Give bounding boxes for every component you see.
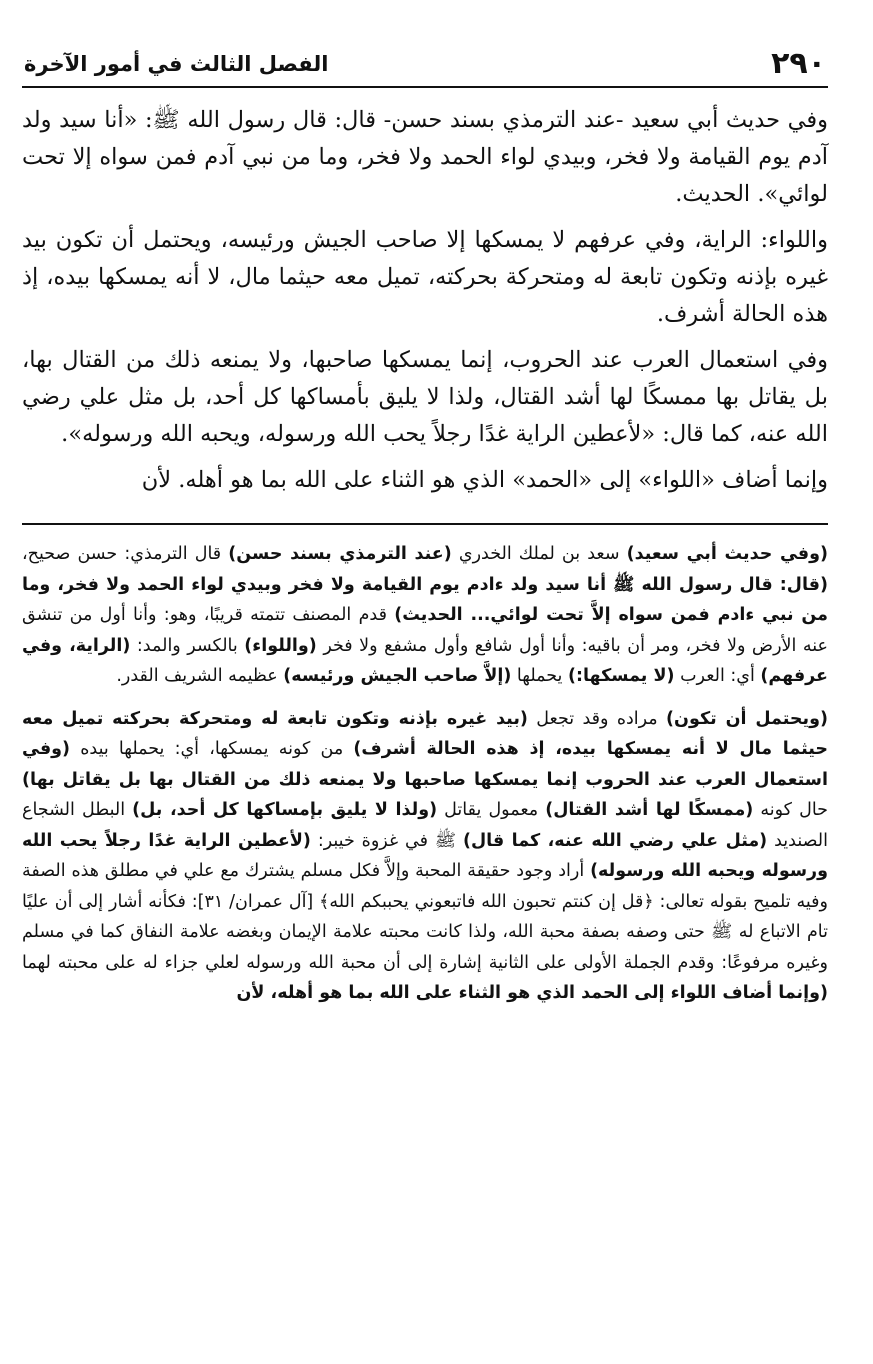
commentary-text: أي: العرب (674, 666, 761, 686)
main-paragraph: وإنما أضاف «اللواء» إلى «الحمد» الذي هو الثناء على الله بما هو أهله. لأن (141, 467, 828, 493)
commentary-text: من كونه يمسكها، أي: يحملها بيده (70, 739, 354, 759)
quoted-main-text: (بيد غيره بإذنه وتكون تابعة له ومتحركة بحركته تميل معه حيثما مال لا أنه يمسكها بيده، إذ هذه الحالة أشرف) (22, 708, 828, 759)
running-title: الفصل الثالث في أمور الآخرة (24, 52, 329, 76)
quoted-main-text: (مثل علي رضي الله عنه، كما قال) (462, 830, 768, 851)
main-paragraph: وفي حديث أبي سعيد -عند الترمذي بسند حسن- قال: قال رسول الله ﷺ: «أنا سيد ولد آدم يوم القيامة ولا فخر، وبيدي لواء الحمد ولا فخر، وما من نبي آدم فمن سواه إلا تحت لوائي». الحديث. (22, 107, 828, 207)
quoted-main-text: (عند الترمذي بسند حسن) (228, 544, 452, 564)
quoted-main-text: (لا يمسكها:) (567, 666, 675, 686)
commentary-paragraph (22, 704, 828, 1009)
commentary-text: قال الترمذي: حسن صحيح، (22, 544, 229, 564)
commentary-text: ﷺ في غزوة خيبر: (310, 830, 463, 851)
quoted-main-text: (واللواء) (244, 635, 317, 656)
commentary-text: يحملها (511, 666, 568, 686)
quoted-main-text: (وفي حديث أبي سعيد) (626, 544, 828, 564)
quoted-main-text: (وفي استعمال العرب عند الحروب إنما يمسكها صاحبها ولا يمنعه ذلك من القتال بها بل يقاتل بها) (22, 739, 828, 790)
main-paragraph: وفي استعمال العرب عند الحروب، إنما يمسكها صاحبها، ولا يمنعه ذلك من القتال بها، بل يقاتل بها ممسكًا لها أشد القتال، ولذا لا يليق بأمساكها كل أحد، بل مثل علي رضي الله عنه، كما قال: «لأعطين الراية غدًا رجلاً يحب الله ورسوله، ويحبه الله ورسوله». (22, 347, 828, 447)
quoted-main-text: (لأعطين الراية غدًا رجلاً يحب الله ورسوله ويحبه الله ورسوله) (22, 830, 828, 881)
commentary-text: أراد وجود حقيقة المحبة وإلاَّ فكل مسلم يشترك مع علي في مطلق هذه الصفة وفيه تلميح بقوله تعالى: ﴿قل إن كنتم تحبون الله فاتبعوني يحببكم الله﴾ [آل عمران/ ٣١]: فكأنه أشار إلى أن عليًا تام الاتباع له ﷺ حتى وصفه بصفة محبة الله، ولذا كانت محبته علامة الإيمان وبغضه علامة النفاق كما في مسلم وغيره مرفوعًا: وقدم الجملة الأولى على الثانية إشارة إلى أن محبة الله ورسوله لعلي جزاء له على محبته لهما (22, 861, 828, 973)
main-paragraph: واللواء: الراية، وفي عرفهم لا يمسكها إلا صاحب الجيش ورئيسه، ويحتمل أن تكون بيد غيره بإذنه وتكون تابعة له ومتحركة بحركته، تميل معه حيثما مال، لا أنه يمسكها بيده، إذ هذه الحالة أشرف. (22, 227, 828, 327)
section-divider (22, 523, 828, 525)
quoted-main-text: (قال: قال رسول الله ﷺ أنا سيد ولد ءادم يوم القيامة ولا فخر وبيدي لواء الحمد ولا فخر، وما من نبي ءادم فمن سواه إلاَّ تحت لوائي... الحديث) (22, 574, 828, 625)
commentary-text: بالكسر والمد: (130, 635, 245, 656)
commentary-text: سعد بن لملك الخدري (451, 544, 627, 564)
book-page (22, 40, 828, 1021)
quoted-main-text: (الراية، وفي عرفهم) (22, 635, 828, 686)
quoted-main-text: (ويحتمل أن تكون) (666, 708, 828, 729)
commentary-paragraph (22, 539, 828, 692)
main-text (22, 102, 828, 499)
page-number: ٢٩٠ (771, 46, 826, 81)
commentary-text: البطل الشجاع الصنديد (22, 800, 829, 851)
quoted-main-text: (ولذا لا يليق بإمساكها كل أحد، بل) (132, 800, 438, 820)
commentary-text: معمول يقاتل (437, 800, 546, 820)
commentary-text: عظيمه الشريف القدر. (116, 666, 284, 686)
page-header (22, 40, 828, 88)
quoted-main-text: (إلاَّ صاحب الجيش ورئيسه) (283, 666, 512, 686)
commentary-text: قدم المصنف تتمته قريبًا، وهو: وأنا أول من تنشق عنه الأرض ولا فخر، ومر أن باقيه: وأنا أول شافع وأول مشفع ولا فخر (22, 605, 829, 656)
commentary-section (22, 539, 828, 1009)
quoted-main-text: (وإنما أضاف اللواء إلى الحمد الذي هو الثناء على الله بما هو أهله، لأن (236, 983, 828, 1003)
quoted-main-text: (ممسكًا لها أشد القتال) (545, 800, 754, 820)
commentary-text: مراده وقد تجعل (527, 708, 667, 729)
commentary-text: حال كونه (753, 800, 828, 820)
